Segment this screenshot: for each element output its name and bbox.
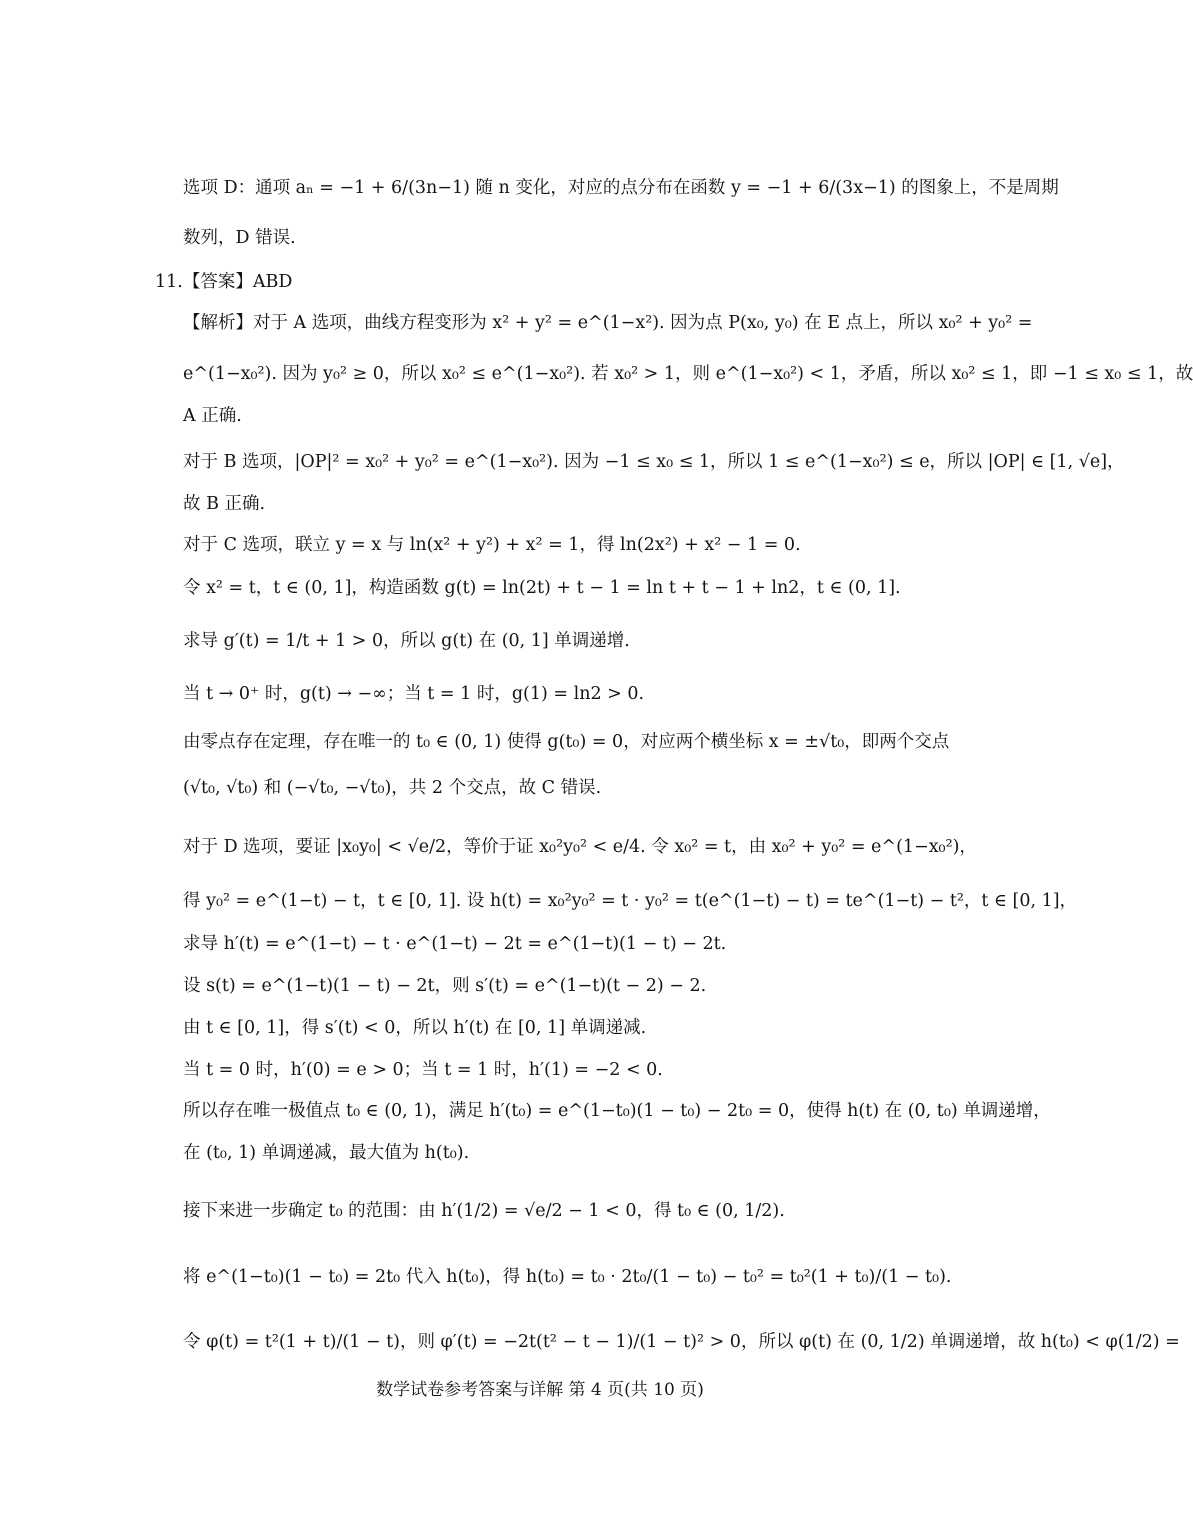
text-line: 选项 D：通项 aₙ = −1 + 6/(3n−1) 随 n 变化，对应的点分布在函数 y = −1 + 6/(3x−1) 的图象上，不是周期 <box>183 178 1059 198</box>
text-line: 求导 h′(t) = e^(1−t) − t · e^(1−t) − 2t = e^(1−t)(1 − t) − 2t. <box>183 934 727 954</box>
text-line: 由零点存在定理，存在唯一的 t₀ ∈ (0, 1) 使得 g(t₀) = 0，对应两个横坐标 x = ±√t₀，即两个交点 <box>183 732 950 752</box>
text-line: 得 y₀² = e^(1−t) − t，t ∈ [0, 1]. 设 h(t) = x₀²y₀² = t · y₀² = t(e^(1−t) − t) = te^(1−t) − t²，t ∈ [0, 1]， <box>183 891 1078 911</box>
text-line: (√t₀, √t₀) 和 (−√t₀, −√t₀)，共 2 个交点，故 C 错误. <box>183 778 602 798</box>
text-line: 当 t → 0⁺ 时，g(t) → −∞；当 t = 1 时，g(1) = ln2 > 0. <box>183 684 645 704</box>
answer-number: 11. <box>155 272 183 292</box>
text-line: 数列，D 错误. <box>183 228 296 248</box>
answer-label: 【答案】ABD <box>182 272 293 292</box>
text-line: 令 φ(t) = t²(1 + t)/(1 − t)，则 φ′(t) = −2t(t² − t − 1)/(1 − t)² > 0，所以 φ(t) 在 (0, 1/2) 单调递增，故 h(t₀) < φ(1/2) = <box>183 1332 1180 1352</box>
text-line: 对于 D 选项，要证 |x₀y₀| < √e/2，等价于证 x₀²y₀² < e/4. 令 x₀² = t，由 x₀² + y₀² = e^(1−x₀²)， <box>183 837 977 857</box>
page-footer: 数学试卷参考答案与详解 第 4 页(共 10 页) <box>376 1380 704 1400</box>
text-line: 求导 g′(t) = 1/t + 1 > 0，所以 g(t) 在 (0, 1] 单调递增. <box>183 631 630 651</box>
text-line: 设 s(t) = e^(1−t)(1 − t) − 2t，则 s′(t) = e^(1−t)(t − 2) − 2. <box>183 976 707 996</box>
text-line: 对于 B 选项，|OP|² = x₀² + y₀² = e^(1−x₀²). 因为 −1 ≤ x₀ ≤ 1，所以 1 ≤ e^(1−x₀²) ≤ e，所以 |OP| ∈ [1, √e]， <box>183 452 1125 472</box>
question-number <box>155 268 292 296</box>
text-line: 当 t = 0 时，h′(0) = e > 0；当 t = 1 时，h′(1) = −2 < 0. <box>183 1060 663 1080</box>
text-line: A 正确. <box>183 406 242 426</box>
text-line: e^(1−x₀²). 因为 y₀² ≥ 0，所以 x₀² ≤ e^(1−x₀²). 若 x₀² > 1，则 e^(1−x₀²) < 1，矛盾，所以 x₀² ≤ 1，即 −1 ≤ x₀ ≤ 1，故 <box>183 364 1193 384</box>
text-line: 将 e^(1−t₀)(1 − t₀) = 2t₀ 代入 h(t₀)，得 h(t₀) = t₀ · 2t₀/(1 − t₀) − t₀² = t₀²(1 + t₀)/(1 − t₀). <box>183 1267 952 1287</box>
text-line: 接下来进一步确定 t₀ 的范围：由 h′(1/2) = √e/2 − 1 < 0，得 t₀ ∈ (0, 1/2). <box>183 1201 785 1221</box>
text-line: 令 x² = t，t ∈ (0, 1]，构造函数 g(t) = ln(2t) + t − 1 = ln t + t − 1 + ln2，t ∈ (0, 1]. <box>183 578 901 598</box>
text-line: 【解析】对于 A 选项，曲线方程变形为 x² + y² = e^(1−x²). 因为点 P(x₀, y₀) 在 E 点上，所以 x₀² + y₀² = <box>183 313 1033 333</box>
text-line: 对于 C 选项，联立 y = x 与 ln(x² + y²) + x² = 1，得 ln(2x²) + x² − 1 = 0. <box>183 535 801 555</box>
text-line: 在 (t₀, 1) 单调递减，最大值为 h(t₀). <box>183 1143 470 1163</box>
text-line: 所以存在唯一极值点 t₀ ∈ (0, 1)，满足 h′(t₀) = e^(1−t₀)(1 − t₀) − 2t₀ = 0，使得 h(t) 在 (0, t₀) 单调递增， <box>183 1101 1051 1121</box>
text-line: 故 B 正确. <box>183 494 266 514</box>
text-line: 由 t ∈ [0, 1]，得 s′(t) < 0，所以 h′(t) 在 [0, 1] 单调递减. <box>183 1018 647 1038</box>
